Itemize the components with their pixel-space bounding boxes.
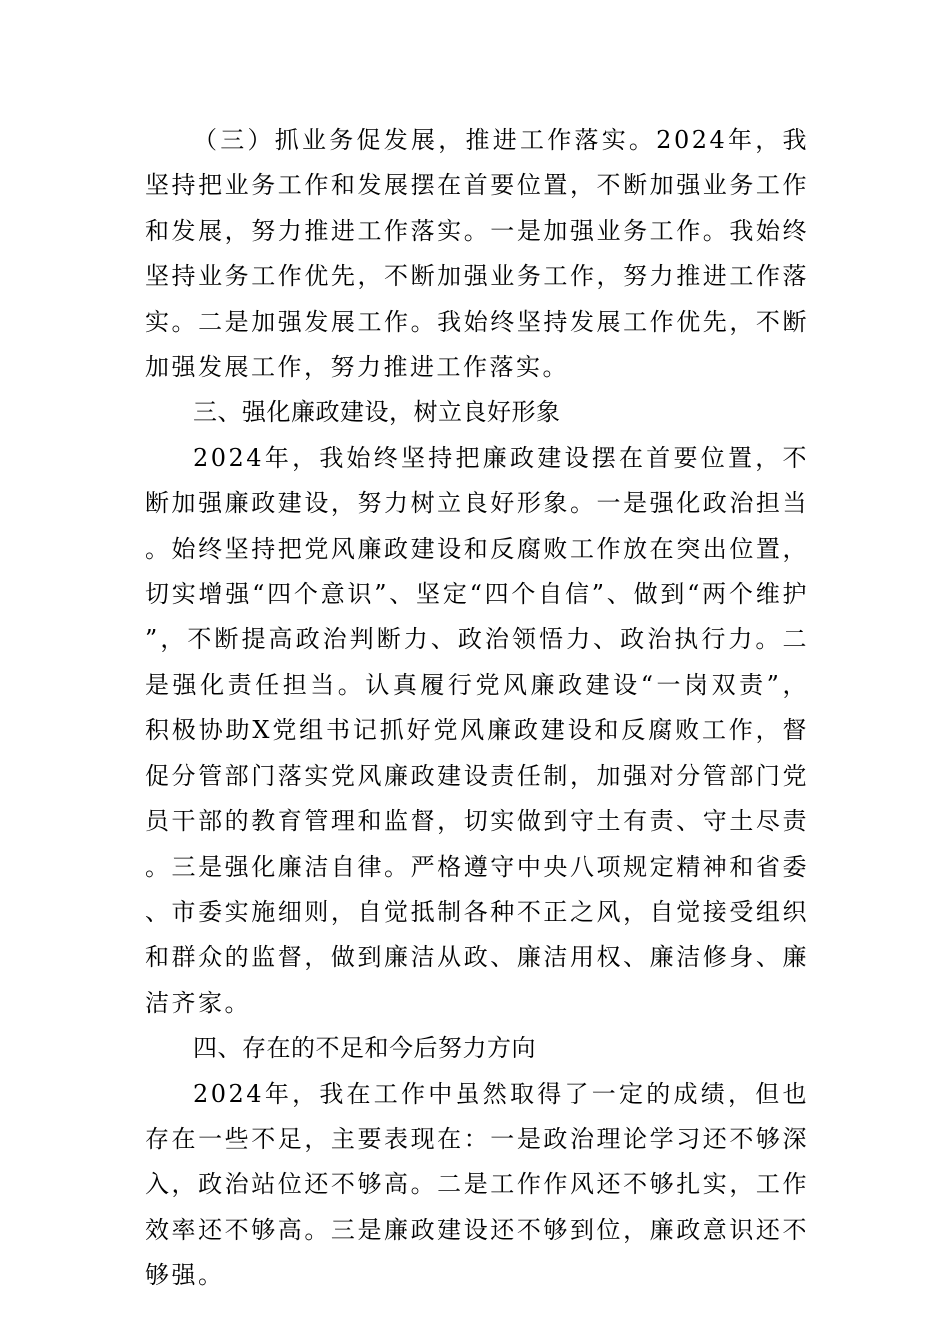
section-heading-integrity: 三、强化廉政建设，树立良好形象 — [193, 398, 561, 427]
document-body — [145, 118, 809, 1299]
paragraph-shortcomings: 2024年，我在工作中虽然取得了一定的成绩，但也存在一些不足，主要表现在：一是政治理论学习还不够深入，政治站位还不够高。二是工作作风还不够扎实，工作效率还不够高。三是廉政建设还不够到位，廉政意识还不够强。 — [145, 1079, 809, 1290]
section-heading-shortcomings: 四、存在的不足和今后努力方向 — [193, 1034, 536, 1063]
paragraph-business-development: （三）抓业务促发展，推进工作落实。2024年，我坚持把业务工作和发展摆在首要位置，不断加强业务工作和发展，努力推进工作落实。一是加强业务工作。我始终坚持业务工作优先，不断加强业务工作，努力推进工作落实。二是加强发展工作。我始终坚持发展工作优先，不断加强发展工作，努力推进工作落实。 — [145, 126, 809, 382]
paragraph-integrity-building: 2024年，我始终坚持把廉政建设摆在首要位置，不断加强廉政建设，努力树立良好形象。一是强化政治担当。始终坚持把党风廉政建设和反腐败工作放在突出位置，切实增强“四个意识”、坚定“四个自信”、做到“两个维护”，不断提高政治判断力、政治领悟力、政治执行力。二是强化责任担当。认真履行党风廉政建设“一岗双责”，积极协助X党组书记抓好党风廉政建设和反腐败工作，督促分管部门落实党风廉政建设责任制，加强对分管部门党员干部的教育管理和监督，切实做到守土有责、守土尽责。三是强化廉洁自律。严格遵守中央八项规定精神和省委、市委实施细则，自觉抵制各种不正之风，自觉接受组织和群众的监督，做到廉洁从政、廉洁用权、廉洁修身、廉洁齐家。 — [145, 443, 809, 1017]
